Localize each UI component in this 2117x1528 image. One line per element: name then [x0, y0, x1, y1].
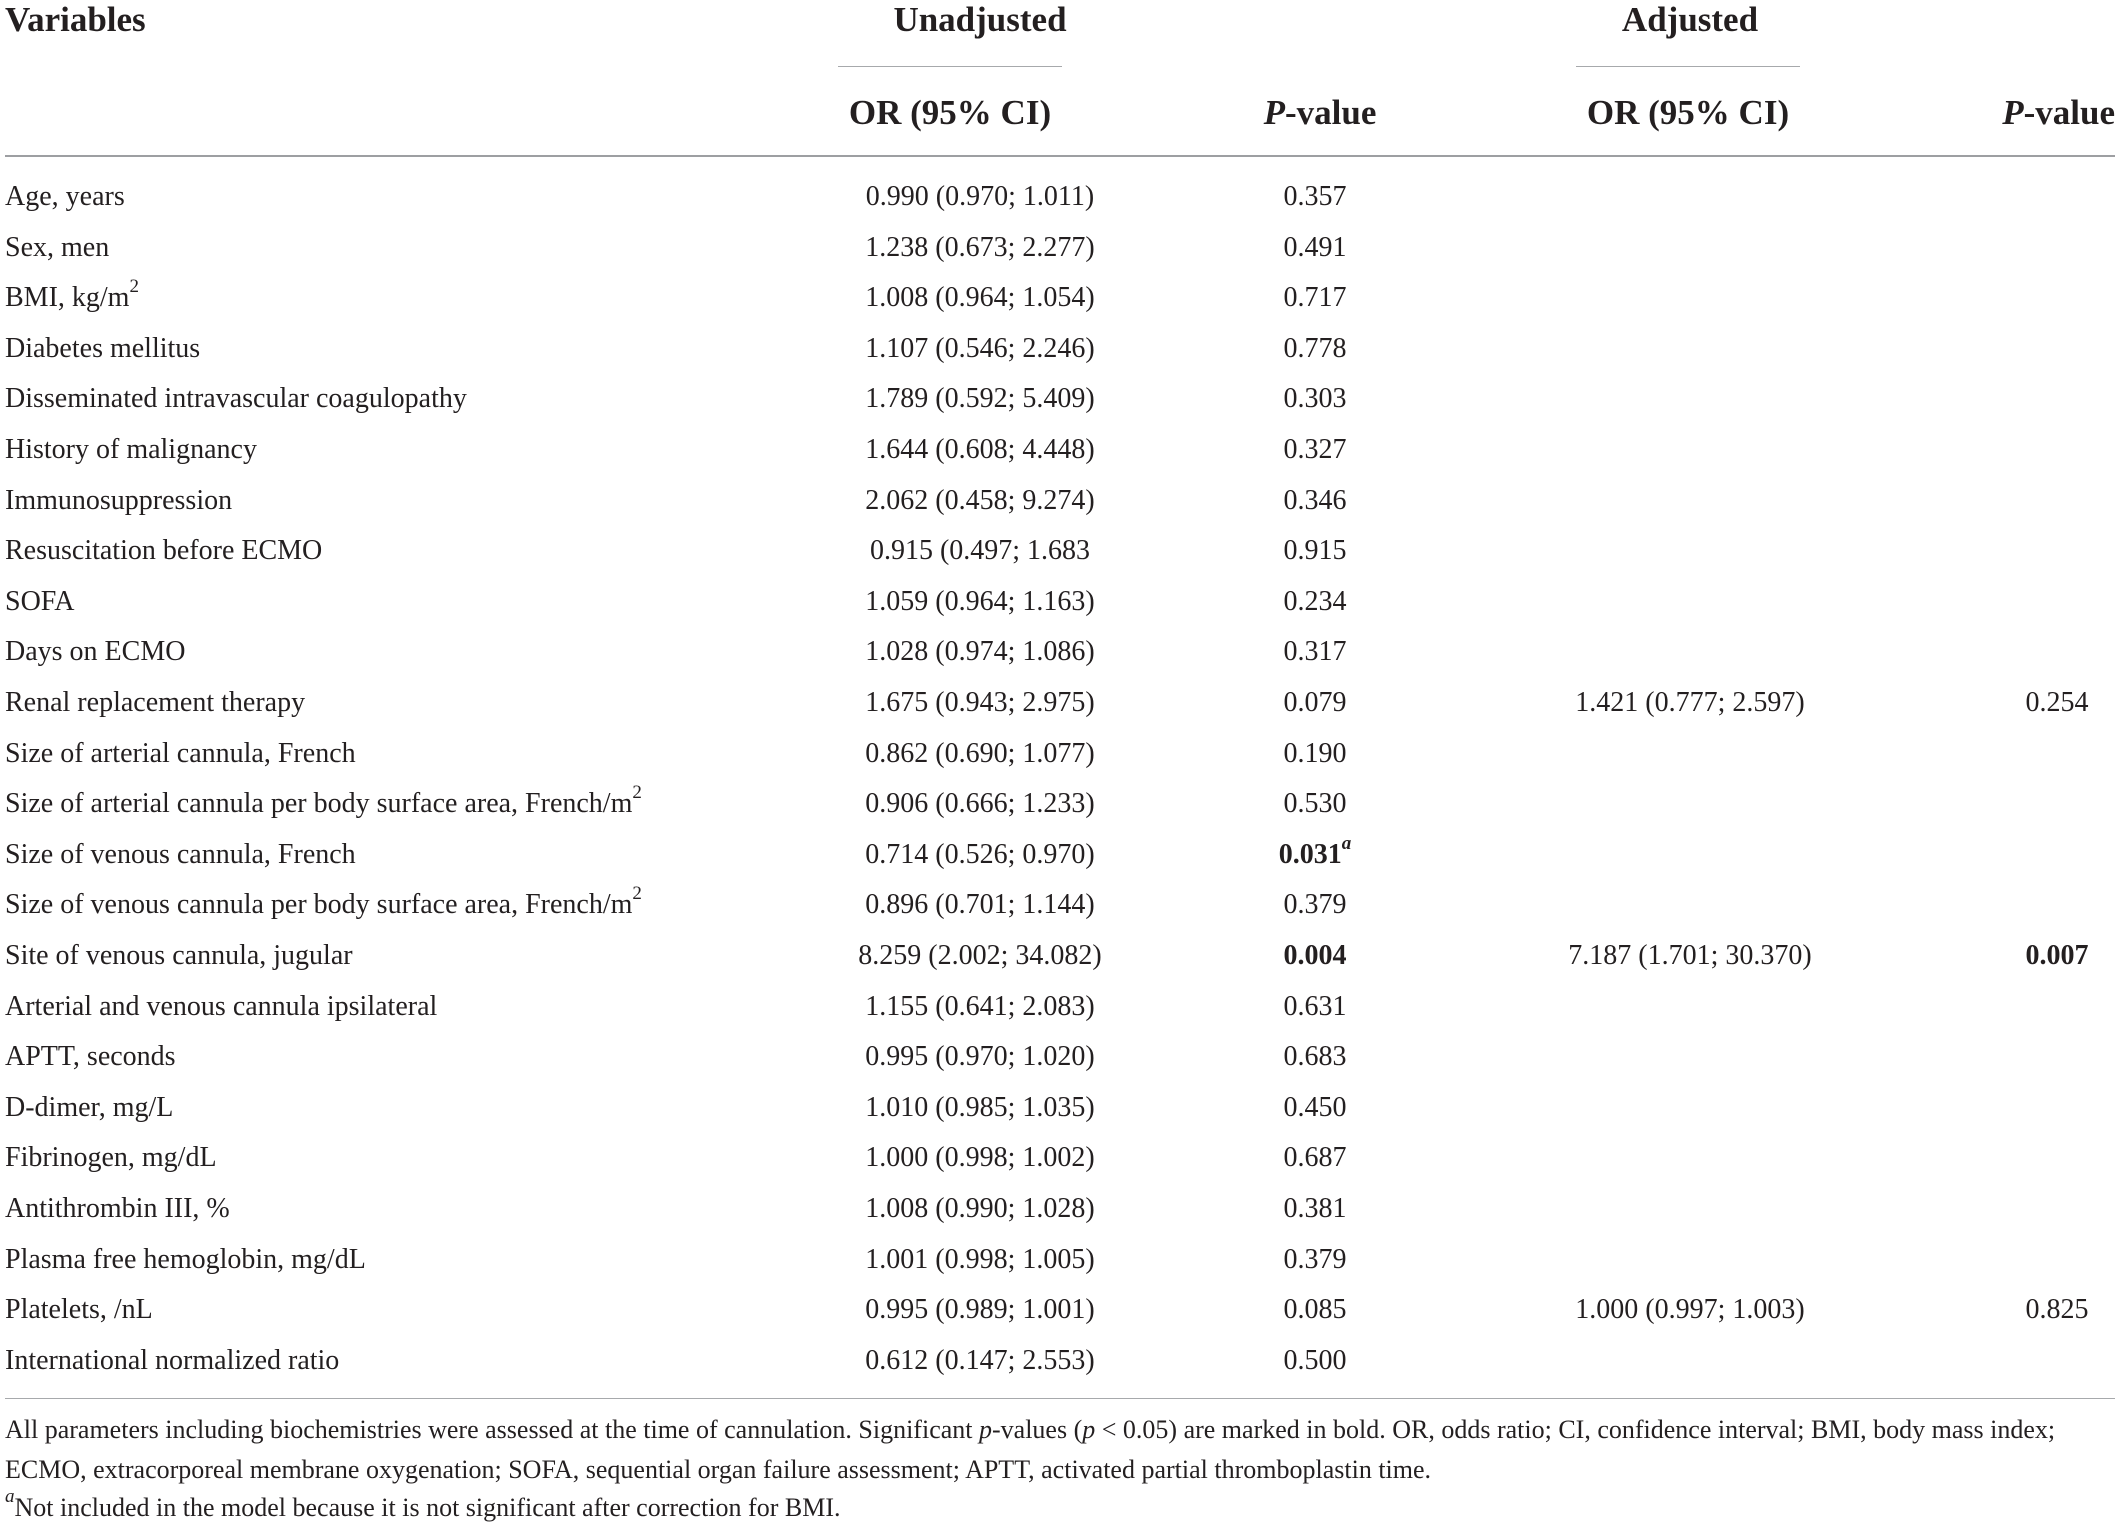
table-row [0, 1285, 2117, 1335]
variable-cell [5, 476, 232, 526]
p-unadjusted-cell-text: 0.085 [1283, 1294, 1347, 1326]
variable-cell [5, 880, 642, 930]
p-unadjusted-cell [1240, 627, 1390, 677]
p-unadjusted-cell [1240, 526, 1390, 576]
footnote-p-word: p [979, 1415, 992, 1444]
variable-cell [5, 779, 642, 829]
header-variables: Variables [5, 0, 146, 39]
or-unadjusted-cell [838, 526, 1122, 576]
variable-cell-text: Size of arterial cannula, French [5, 737, 356, 769]
p-unadjusted-cell-text: 0.079 [1283, 687, 1347, 718]
variable-cell-text: Disseminated intravascular coagulopathy [5, 383, 467, 415]
or-adjusted-cell-text: 1.421 (0.777; 2.597) [1575, 687, 1805, 718]
p-unadjusted-cell-text: 0.450 [1283, 1091, 1347, 1123]
p-rest: -value [2023, 93, 2115, 132]
table-row [0, 1235, 2117, 1285]
header-bottom-rule [5, 155, 2115, 157]
variable-cell-text: Arterial and venous cannula ipsilateral [5, 990, 438, 1022]
or-unadjusted-cell-text: 1.001 (0.998; 1.005) [865, 1243, 1095, 1275]
variable-cell [5, 931, 353, 981]
table-row [0, 880, 2117, 930]
p-adjusted-cell [1980, 931, 2117, 981]
table-row [0, 729, 2117, 779]
p-italic: P [1263, 93, 1285, 132]
or-unadjusted-cell-text: 1.028 (0.974; 1.086) [865, 636, 1095, 668]
footnote-p-sym: p [1082, 1415, 1096, 1444]
table-row [0, 577, 2117, 627]
or-unadjusted-cell-text: 1.238 (0.673; 2.277) [865, 231, 1095, 263]
p-unadjusted-cell [1240, 273, 1390, 323]
unit-superscript: 2 [632, 782, 642, 804]
p-unadjusted-cell-text: 0.303 [1283, 383, 1347, 415]
p-unadjusted-cell-text: 0.500 [1283, 1344, 1347, 1376]
p-unadjusted-cell-text: 0.379 [1283, 889, 1347, 921]
or-unadjusted-cell-text: 0.995 (0.970; 1.020) [865, 1041, 1095, 1073]
or-unadjusted-cell [838, 1032, 1122, 1082]
variable-cell-text: D-dimer, mg/L [5, 1091, 174, 1123]
p-adjusted-cell [1980, 678, 2117, 728]
header-unadjusted: Unadjusted [893, 0, 1067, 39]
or-adjusted-cell [1540, 678, 1840, 728]
p-unadjusted-cell [1240, 830, 1390, 880]
table-row [0, 374, 2117, 424]
or-unadjusted-cell-text: 1.155 (0.641; 2.083) [865, 990, 1095, 1022]
variable-cell-text: Size of arterial cannula per body surface area, French/m [5, 788, 633, 820]
table-row [0, 273, 2117, 323]
header-pvalue-adjusted [2002, 93, 2115, 133]
or-unadjusted-cell [838, 678, 1122, 728]
or-unadjusted-cell [838, 425, 1122, 475]
variable-cell [5, 223, 109, 273]
p-unadjusted-cell-text: 0.915 [1283, 535, 1347, 567]
or-unadjusted-cell-text: 1.008 (0.964; 1.054) [865, 282, 1095, 314]
p-unadjusted-cell [1240, 678, 1390, 728]
or-unadjusted-cell-text: 8.259 (2.002; 34.082) [858, 940, 1102, 971]
p-unadjusted-cell-text: 0.683 [1283, 1041, 1347, 1073]
p-unadjusted-cell-text: 0.357 [1283, 181, 1347, 212]
or-unadjusted-cell-text: 1.059 (0.964; 1.163) [865, 585, 1095, 617]
table-row [0, 1336, 2117, 1386]
p-unadjusted-cell [1240, 1032, 1390, 1082]
variable-cell-text: Plasma free hemoglobin, mg/dL [5, 1243, 366, 1275]
table-row [0, 223, 2117, 273]
p-unadjusted-cell [1240, 1235, 1390, 1285]
variable-cell [5, 982, 437, 1032]
p-unadjusted-cell [1240, 1184, 1390, 1234]
or-unadjusted-cell [838, 374, 1122, 424]
or-unadjusted-cell-text: 1.675 (0.943; 2.975) [865, 687, 1095, 718]
or-unadjusted-cell-text: 0.915 (0.497; 1.683 [869, 535, 1091, 567]
variable-cell [5, 830, 356, 880]
p-unadjusted-cell [1240, 577, 1390, 627]
table-row [0, 830, 2117, 880]
p-unadjusted-cell-text: 0.491 [1283, 231, 1347, 263]
table-row [0, 931, 2117, 981]
footnote-a-text: Not included in the model because it is not significant after correction for BMI. [14, 1493, 841, 1522]
p-unadjusted-cell-text: 0.530 [1283, 788, 1347, 820]
variable-cell [5, 729, 356, 779]
or-unadjusted-cell [838, 779, 1122, 829]
table-row [0, 1032, 2117, 1082]
p-unadjusted-cell [1240, 476, 1390, 526]
or-unadjusted-cell [838, 476, 1122, 526]
or-adjusted-cell [1540, 1285, 1840, 1335]
p-italic: P [2002, 93, 2024, 132]
table-bottom-rule [5, 1398, 2115, 1399]
p-unadjusted-cell [1240, 880, 1390, 930]
footnote-marker: a [1341, 832, 1352, 854]
variable-cell-text: Days on ECMO [5, 636, 186, 668]
variable-cell [5, 324, 200, 374]
p-adjusted-cell-text: 0.254 [2025, 687, 2089, 718]
p-unadjusted-cell [1240, 374, 1390, 424]
or-unadjusted-cell [838, 1285, 1122, 1335]
or-unadjusted-cell [838, 172, 1122, 222]
table-row [0, 678, 2117, 728]
p-adjusted-cell-text: 0.825 [2025, 1294, 2089, 1326]
p-unadjusted-cell-text: 0.687 [1283, 1142, 1347, 1174]
or-unadjusted-cell [838, 1133, 1122, 1183]
or-unadjusted-cell-text: 0.862 (0.690; 1.077) [865, 737, 1095, 769]
or-unadjusted-cell-text: 0.906 (0.666; 1.233) [865, 788, 1095, 820]
or-unadjusted-cell [838, 1184, 1122, 1234]
variable-cell-text: Platelets, /nL [5, 1294, 153, 1326]
p-unadjusted-cell-text: 0.778 [1283, 332, 1347, 364]
header-or-ci-adjusted: OR (95% CI) [1586, 93, 1790, 132]
variable-cell [5, 1235, 366, 1285]
footnote-a-mark: a [5, 1486, 15, 1507]
footnote-part2: -values ( [992, 1415, 1083, 1444]
or-unadjusted-cell [838, 1235, 1122, 1285]
or-unadjusted-cell-text: 1.107 (0.546; 2.246) [865, 332, 1095, 364]
p-unadjusted-cell-text: 0.379 [1283, 1243, 1347, 1275]
p-unadjusted-cell-text: 0.381 [1283, 1193, 1347, 1224]
or-unadjusted-cell-text: 0.714 (0.526; 0.970) [865, 838, 1095, 870]
variable-cell-text: Size of venous cannula, French [5, 838, 356, 870]
or-adjusted-cell-text: 1.000 (0.997; 1.003) [1575, 1294, 1805, 1326]
or-unadjusted-cell [838, 577, 1122, 627]
or-unadjusted-cell [838, 273, 1122, 323]
or-unadjusted-cell-text: 1.008 (0.990; 1.028) [865, 1193, 1095, 1224]
or-unadjusted-cell-text: 1.000 (0.998; 1.002) [865, 1142, 1095, 1174]
variable-cell-text: SOFA [5, 585, 75, 617]
variable-cell-text: APTT, seconds [5, 1041, 176, 1073]
variable-cell [5, 1184, 230, 1234]
or-unadjusted-cell-text: 0.995 (0.989; 1.001) [865, 1294, 1095, 1326]
p-unadjusted-cell [1240, 1285, 1390, 1335]
p-unadjusted-cell-text: 0.190 [1283, 737, 1347, 769]
table-row [0, 324, 2117, 374]
table-row [0, 1184, 2117, 1234]
variable-cell [5, 526, 322, 576]
p-unadjusted-cell-text: 0.317 [1283, 636, 1347, 668]
p-unadjusted-cell [1240, 982, 1390, 1032]
p-rest: -value [1285, 93, 1377, 132]
variable-cell-text: Fibrinogen, mg/dL [5, 1142, 217, 1174]
variable-cell [5, 1032, 176, 1082]
or-unadjusted-cell-text: 0.612 (0.147; 2.553) [865, 1344, 1095, 1376]
variable-cell [5, 1336, 339, 1386]
table-footnote-a [5, 1488, 2105, 1528]
variable-cell [5, 1133, 217, 1183]
adjusted-span-rule [1576, 66, 1800, 67]
p-unadjusted-cell-text: 0.004 [1283, 940, 1347, 971]
footnote-part1: All parameters including biochemistries were assessed at the time of cannulation. Significant [5, 1415, 979, 1444]
unadjusted-span-rule [838, 66, 1062, 67]
variable-cell [5, 627, 185, 677]
or-unadjusted-cell [838, 982, 1122, 1032]
p-unadjusted-cell [1240, 1336, 1390, 1386]
or-unadjusted-cell [838, 1336, 1122, 1386]
or-unadjusted-cell [838, 627, 1122, 677]
p-unadjusted-cell-text: 0.631 [1283, 990, 1347, 1022]
variable-cell [5, 374, 467, 424]
variable-cell-text: International normalized ratio [5, 1344, 340, 1376]
or-unadjusted-cell-text: 1.644 (0.608; 4.448) [865, 434, 1095, 465]
or-unadjusted-cell-text: 0.990 (0.970; 1.011) [865, 181, 1095, 212]
p-adjusted-cell-text: 0.007 [2025, 940, 2089, 971]
table-row [0, 526, 2117, 576]
variable-cell [5, 425, 257, 475]
table-row [0, 172, 2117, 222]
variable-cell [5, 678, 305, 728]
p-unadjusted-cell-text: 0.234 [1283, 585, 1347, 617]
p-unadjusted-cell [1240, 324, 1390, 374]
variable-cell-text: Size of venous cannula per body surface area, French/m [5, 889, 633, 921]
unit-superscript: 2 [632, 883, 642, 905]
p-unadjusted-cell [1240, 425, 1390, 475]
p-unadjusted-cell-text: 0.346 [1283, 484, 1347, 516]
variable-cell [5, 172, 125, 222]
or-adjusted-cell-text: 7.187 (1.701; 30.370) [1568, 940, 1812, 971]
variable-cell-text: Sex, men [5, 231, 110, 263]
or-unadjusted-cell [838, 729, 1122, 779]
p-unadjusted-cell [1240, 779, 1390, 829]
variable-cell [5, 1083, 173, 1133]
or-unadjusted-cell-text: 1.010 (0.985; 1.035) [865, 1091, 1095, 1123]
header-pvalue-unadjusted [1220, 93, 1420, 133]
header-or-ci-unadjusted: OR (95% CI) [848, 93, 1052, 132]
p-adjusted-cell [1980, 1285, 2117, 1335]
p-unadjusted-cell [1240, 223, 1390, 273]
variable-cell-text: Renal replacement therapy [5, 687, 306, 718]
p-unadjusted-cell-text: 0.717 [1283, 282, 1347, 314]
p-unadjusted-cell [1240, 1133, 1390, 1183]
variable-cell-text: Site of venous cannula, jugular [5, 940, 353, 971]
or-unadjusted-cell [838, 1083, 1122, 1133]
variable-cell-text: History of malignancy [5, 434, 257, 465]
variable-cell-text: BMI, kg/m [5, 282, 130, 314]
or-unadjusted-cell-text: 2.062 (0.458; 9.274) [865, 484, 1095, 516]
table-row [0, 1133, 2117, 1183]
table-row [0, 627, 2117, 677]
p-unadjusted-cell [1240, 931, 1390, 981]
table-footnote [5, 1410, 2105, 1490]
or-unadjusted-cell [838, 880, 1122, 930]
p-unadjusted-cell-text: 0.327 [1283, 434, 1347, 465]
variable-cell [5, 273, 139, 323]
variable-cell-text: Resuscitation before ECMO [5, 535, 323, 567]
p-unadjusted-cell [1240, 172, 1390, 222]
or-unadjusted-cell [838, 830, 1122, 880]
unit-superscript: 2 [129, 276, 139, 298]
footnote-part3: < 0.05) are marked in bold. OR, odds ratio; CI, confidence interval; BMI, body mass index; ECMO, extracorporeal membrane oxygenation; SOFA, sequential organ failure assessment; APTT, activated partial thromboplastin time. [5, 1415, 2056, 1484]
header-adjusted: Adjusted [1621, 0, 1759, 39]
table-row [0, 425, 2117, 475]
table-row [0, 1083, 2117, 1133]
variable-cell-text: Age, years [5, 181, 125, 212]
p-unadjusted-cell [1240, 729, 1390, 779]
or-unadjusted-cell-text: 0.896 (0.701; 1.144) [865, 889, 1095, 921]
variable-cell [5, 1285, 153, 1335]
or-unadjusted-cell-text: 1.789 (0.592; 5.409) [865, 383, 1095, 415]
or-unadjusted-cell [838, 324, 1122, 374]
table-row [0, 476, 2117, 526]
variable-cell [5, 577, 75, 627]
table-row [0, 779, 2117, 829]
variable-cell-text: Immunosuppression [5, 484, 233, 516]
variable-cell-text: Antithrombin III, % [5, 1193, 230, 1224]
or-unadjusted-cell [838, 223, 1122, 273]
or-unadjusted-cell [838, 931, 1122, 981]
p-unadjusted-cell [1240, 1083, 1390, 1133]
p-unadjusted-cell-text: 0.031 [1278, 838, 1342, 870]
table-row [0, 982, 2117, 1032]
or-adjusted-cell [1540, 931, 1840, 981]
variable-cell-text: Diabetes mellitus [5, 332, 201, 364]
